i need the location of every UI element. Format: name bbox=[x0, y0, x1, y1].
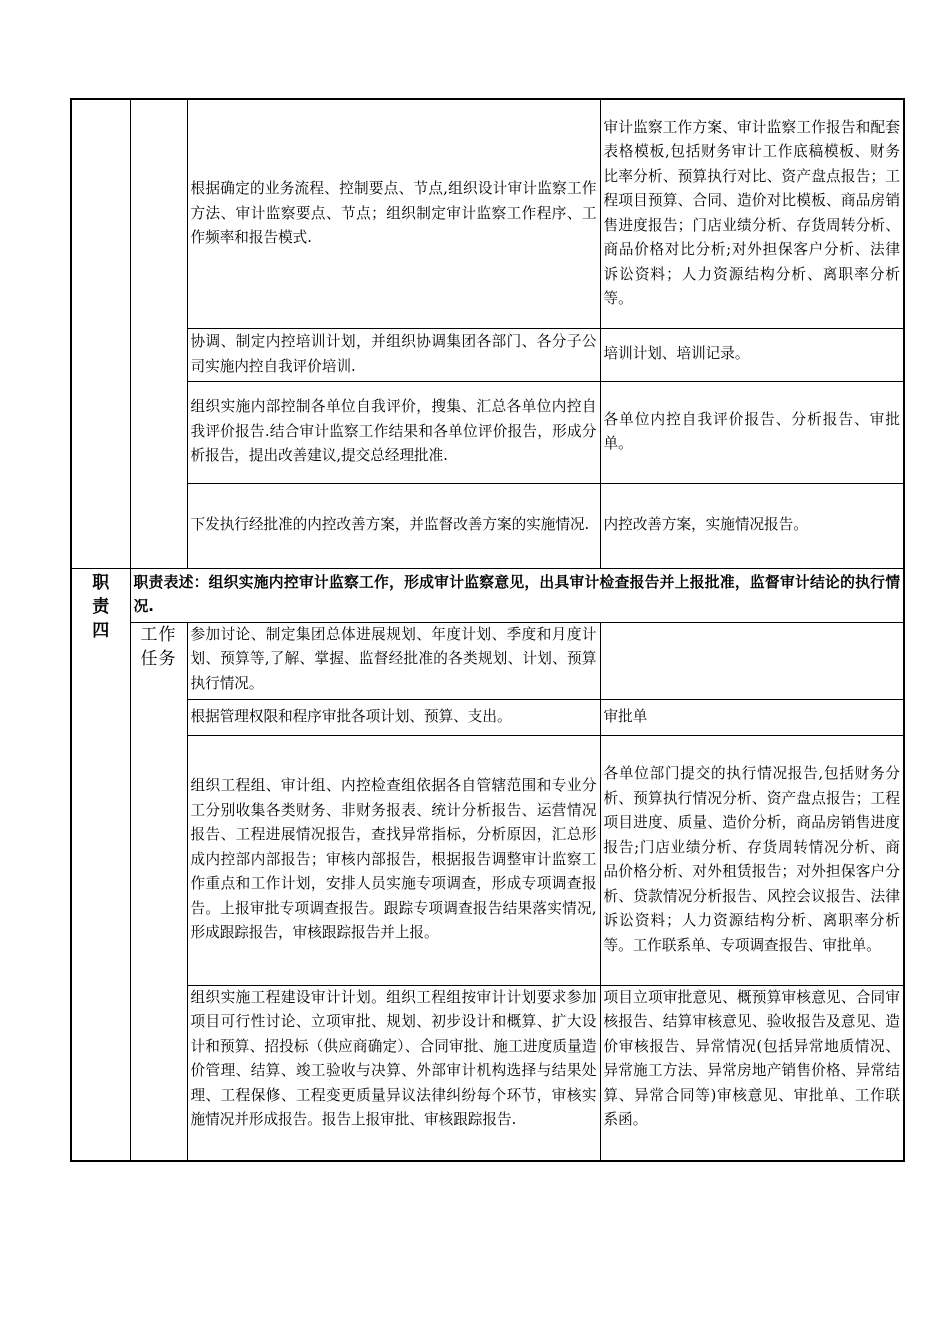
table-row bbox=[71, 985, 904, 1161]
table-row bbox=[71, 483, 904, 568]
duty-label-cell-continued bbox=[71, 99, 130, 568]
work-task-label-line: 工作 bbox=[140, 624, 177, 645]
duty-four-label bbox=[71, 568, 130, 1161]
table-row bbox=[71, 622, 904, 699]
table-row bbox=[71, 699, 904, 735]
duty-label-char: 四 bbox=[92, 620, 110, 641]
result-cell bbox=[600, 622, 904, 699]
task-cell: 组织实施工程建设审计计划。组织工程组按审计计划要求参加项目可行性讨论、立项审批、规划、初步设计和概算、扩大设计和预算、招投标（供应商确定）、合同审批、施工进度质量造价管理、结算、竣工验收与决算、外部审计机构选择与结果处理、工程保修、工程变更质量异议法律纠纷每个环节，审核实施情况并形成报告。报告上报审批、审核跟踪报告. bbox=[187, 985, 600, 1161]
result-cell: 各单位内控自我评价报告、分析报告、审批单。 bbox=[600, 381, 904, 483]
result-cell: 内控改善方案，实施情况报告。 bbox=[600, 483, 904, 568]
result-cell: 项目立项审批意见、概预算审核意见、合同审核报告、结算审核意见、验收报告及意见、造价审核报告、异常情况(包括异常地质情况、异常施工方法、异常房地产销售价格、异常结算、异常合同等)审核意见、审批单、工作联系函。 bbox=[600, 985, 904, 1161]
table-row bbox=[71, 99, 904, 328]
duty-label-char: 责 bbox=[92, 596, 110, 617]
result-cell: 审批单 bbox=[600, 699, 904, 735]
duty-description: 职责表述：组织实施内控审计监察工作，形成审计监察意见，出具审计检查报告并上报批准，监督审计结论的执行情况. bbox=[130, 568, 904, 622]
table-row bbox=[71, 328, 904, 381]
task-label-cell-continued bbox=[130, 99, 187, 568]
task-cell: 下发执行经批准的内控改善方案，并监督改善方案的实施情况. bbox=[187, 483, 600, 568]
result-cell: 审计监察工作方案、审计监察工作报告和配套表格模板,包括财务审计工作底稿模板、财务比率分析、预算执行对比、资产盘点报告；工程项目预算、合同、造价对比模板、商品房销售进度报告；门店业绩分析、存货周转分析、商品价格对比分析;对外担保客户分析、法律诉讼资料；人力资源结构分析、离职率分析等。 bbox=[600, 99, 904, 328]
task-cell: 协调、制定内控培训计划，并组织协调集团各部门、各分子公司实施内控自我评价培训. bbox=[187, 328, 600, 381]
task-cell: 组织实施内部控制各单位自我评价，搜集、汇总各单位内控自我评价报告.结合审计监察工作结果和各单位评价报告，形成分析报告，提出改善建议,提交总经理批准. bbox=[187, 381, 600, 483]
task-cell: 组织工程组、审计组、内控检查组依据各自管辖范围和专业分工分别收集各类财务、非财务报表、统计分析报告、运营情况报告、工程进展情况报告，查找异常指标，分析原因，汇总形成内控部内部报告；审核内部报告，根据报告调整审计监察工作重点和工作计划，安排人员实施专项调查，形成专项调查报告。上报审批专项调查报告。跟踪专项调查报告结果落实情况,形成跟踪报告，审核跟踪报告并上报。 bbox=[187, 735, 600, 985]
table-row bbox=[71, 381, 904, 483]
work-task-label-line: 任务 bbox=[140, 648, 177, 669]
task-cell: 参加讨论、制定集团总体进展规划、年度计划、季度和月度计划、预算等,了解、掌握、监督经批准的各类规划、计划、预算执行情况。 bbox=[187, 622, 600, 699]
result-cell: 培训计划、培训记录。 bbox=[600, 328, 904, 381]
duty-label-char: 职 bbox=[92, 572, 110, 593]
task-cell: 根据管理权限和程序审批各项计划、预算、支出。 bbox=[187, 699, 600, 735]
table-row bbox=[71, 735, 904, 985]
responsibility-table bbox=[70, 98, 905, 1162]
task-cell: 根据确定的业务流程、控制要点、节点,组织设计审计监察工作方法、审计监察要点、节点；组织制定审计监察工作程序、工作频率和报告模式. bbox=[187, 99, 600, 328]
work-task-label bbox=[130, 622, 187, 1161]
table-row bbox=[71, 568, 904, 622]
result-cell: 各单位部门提交的执行情况报告,包括财务分析、预算执行情况分析、资产盘点报告；工程项目进度、质量、造价分析，商品房销售进度报告;门店业绩分析、存货周转情况分析、商品价格分析、对外租赁报告；对外担保客户分析、贷款情况分析报告、风控会议报告、法律诉讼资料；人力资源结构分析、离职率分析等。工作联系单、专项调查报告、审批单。 bbox=[600, 735, 904, 985]
